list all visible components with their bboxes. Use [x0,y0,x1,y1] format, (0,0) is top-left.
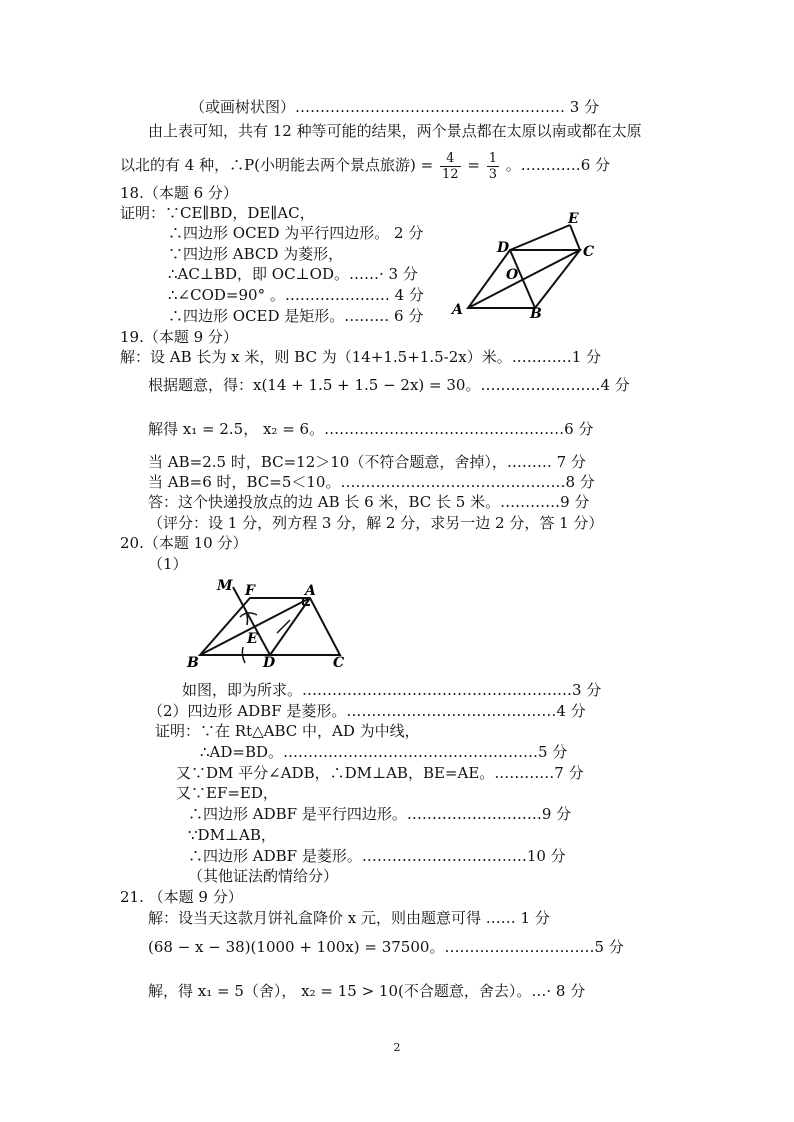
q20-line-6: 又∵EF=ED， [176,784,278,802]
equals: = [467,156,480,174]
label-c: C [583,244,595,260]
numerator: 1 [488,150,497,166]
q19-line-5: 当 AB=6 时，BC=5＜10。………………………………………8 分 [148,473,595,491]
fraction-4-12 [440,151,461,182]
q21-line-3: 解，得 x₁ = 5（舍）， x₂ = 15 > 10(不合题意，舍去）。…· 8 分 [148,982,586,1000]
score-text: 。…………6 分 [505,156,611,174]
label-e: E [568,211,579,227]
label-a: A [305,583,316,599]
score-dots: ……………………………………………… 3 分 [295,98,600,116]
q20-line-8: ∵DM⊥AB， [188,826,276,844]
q19-line-7: （评分：设 1 分，列方程 3 分，解 2 分，求另一边 2 分，答 1 分） [148,514,604,532]
label-d: D [497,240,510,256]
label-d: D [263,655,276,670]
q18-line-2: ∴四边形 OCED 为平行四边形。 2 分 [168,224,424,242]
label-a: A [452,302,463,318]
q20-line-2: （2）四边形 ADBF 是菱形。……………………………………4 分 [148,702,586,720]
label-f: F [245,583,255,599]
page-number: 2 [393,1041,401,1054]
q18-line-1: 证明：∵CE∥BD，DE∥AC， [120,204,315,222]
q19-line-2: 根据题意，得：x(14 + 1.5 + 1.5 − 2x) = 30。……………………4 分 [148,376,630,394]
probability-text: 以北的有 4 种，∴P(小明能去两个景点旅游) = [120,156,434,174]
q21-line-1: 解：设当天这款月饼礼盒降价 x 元，则由题意可得 …… 1 分 [148,909,550,927]
q19-line-6: 答：这个快递投放点的边 AB 长 6 米，BC 长 5 米。…………9 分 [148,493,590,511]
q20-line-3: 证明：∵在 Rt△ABC 中，AD 为中线， [155,722,420,740]
question-18-header: 18.（本题 6 分） [120,184,238,202]
q19-line-4: 当 AB=2.5 时，BC=12＞10（不符合题意，舍掉），……… 7 分 [148,453,586,471]
q20-line-7: ∴四边形 ADBF 是平行四边形。………………………9 分 [188,805,572,823]
q18-line-6: ∴四边形 OCED 是矩形。……… 6 分 [168,307,424,325]
label-o: O [506,267,519,283]
question-19-header: 19.（本题 9 分） [120,328,238,346]
label-m: M [217,578,233,594]
rhombus-figure [440,210,610,320]
q18-line-3: ∵四边形 ABCD 为菱形， [168,245,344,263]
q21-line-2: (68 − x − 38)(1000 + 100x) = 37500。…………………………5 分 [148,938,624,956]
line-conclusion-1: 由上表可知，共有 12 种等可能的结果，两个景点都在太原以南或都在太原 [148,122,642,140]
q19-line-3: 解得 x₁ = 2.5， x₂ = 6。…………………………………………6 分 [148,420,594,438]
text: （或画树状图） [190,98,296,116]
q20-line-5: 又∵DM 平分∠ADB，∴DM⊥AB，BE=AE。…………7 分 [176,764,584,782]
q18-line-5: ∴∠COD=90° 。………………… 4 分 [168,286,424,304]
q20-line-1: 如图，即为所求。………………………………………………3 分 [182,681,602,699]
fraction-1-3 [487,151,499,182]
question-21-header: 21. （本题 9 分） [120,888,243,906]
numerator: 4 [440,151,461,167]
label-c: C [333,655,345,670]
label-b: B [530,306,542,320]
q20-line-9: ∴四边形 ADBF 是菱形。……………………………10 分 [188,847,566,865]
trapezoid-figure [185,575,360,670]
q20-part-1: （1） [148,555,188,573]
line-tree-diagram [190,97,599,117]
line-probability [120,148,610,182]
q18-line-4: ∴AC⊥BD，即 OC⊥OD。……· 3 分 [168,265,418,283]
q20-line-4: ∴AD=BD。……………………………………………5 分 [200,743,568,761]
q20-line-10: （其他证法酌情给分） [188,867,339,885]
question-20-header: 20.（本题 10 分） [120,534,248,552]
label-e: E [247,631,258,647]
denominator: 12 [442,166,459,182]
denominator: 3 [488,166,497,182]
q19-line-1: 解：设 AB 长为 x 米，则 BC 为（14+1.5+1.5-2x）米。…………1 分 [120,348,602,366]
label-b: B [187,655,199,670]
